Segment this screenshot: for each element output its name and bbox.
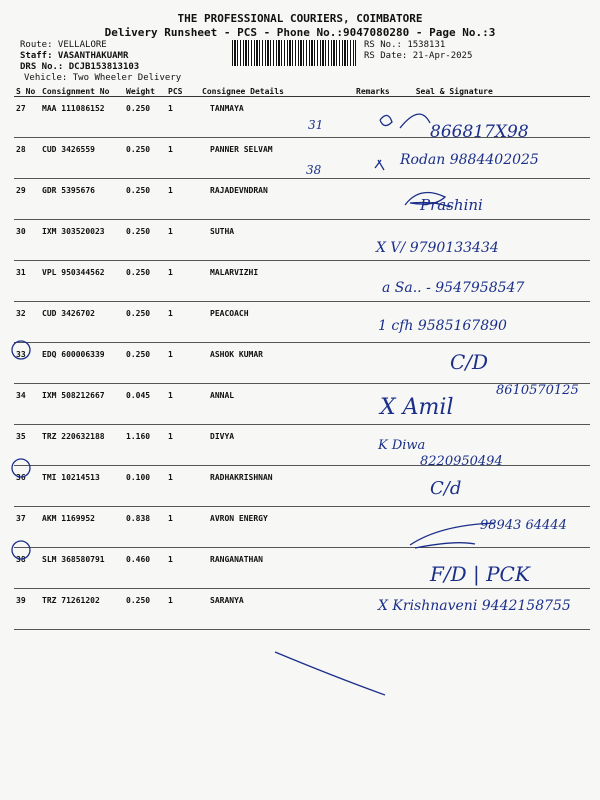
hw-sign-31: a Sa.. - 9547958547 bbox=[382, 280, 525, 296]
cell-pcs: 1 bbox=[168, 432, 173, 441]
route-label: Route: VELLALORE bbox=[20, 40, 107, 50]
cell-weight: 0.250 bbox=[126, 309, 151, 318]
col-consignee: Consignee Details bbox=[200, 86, 354, 97]
cell-weight: 0.250 bbox=[126, 227, 151, 236]
hw-phone-37: 98943 64444 bbox=[480, 518, 567, 533]
cell-consignment: IXM 508212667 bbox=[42, 391, 105, 400]
hw-cd-33: C/D bbox=[450, 350, 489, 374]
circle-mark-33 bbox=[12, 341, 30, 359]
company-title: THE PROFESSIONAL COURIERS, COIMBATORE bbox=[177, 12, 423, 25]
hw-sign-34: X Amil bbox=[380, 395, 454, 420]
cell-consignee: SARANYA bbox=[210, 596, 244, 605]
cell-sno: 39 bbox=[16, 596, 26, 605]
cell-sno: 32 bbox=[16, 309, 26, 318]
cell-weight: 0.250 bbox=[126, 145, 151, 154]
hw-sign-29: Prashini bbox=[420, 196, 483, 214]
cell-sno: 28 bbox=[16, 145, 26, 154]
tick-mark-28 bbox=[375, 160, 384, 170]
circle-mark-36 bbox=[12, 459, 30, 477]
cell-pcs: 1 bbox=[168, 514, 173, 523]
cell-consignment: SLM 368580791 bbox=[42, 555, 105, 564]
cell-sno: 38 bbox=[16, 555, 26, 564]
col-pcs: PCS bbox=[166, 86, 200, 97]
hw-note-38: 38 bbox=[306, 163, 322, 177]
cell-weight: 0.460 bbox=[126, 555, 151, 564]
hw-sign-28: Rodan 9884402025 bbox=[400, 152, 539, 168]
cell-consignment: MAA 111086152 bbox=[42, 104, 105, 113]
cell-consignee: ANNAL bbox=[210, 391, 235, 400]
cell-consignee: PEACOACH bbox=[210, 309, 249, 318]
col-weight: Weight bbox=[124, 86, 166, 97]
cell-consignee: RAJADEVNDRAN bbox=[210, 186, 268, 195]
cell-pcs: 1 bbox=[168, 309, 173, 318]
cell-sno: 35 bbox=[16, 432, 26, 441]
cell-consignee: ASHOK KUMAR bbox=[210, 350, 263, 359]
cell-pcs: 1 bbox=[168, 555, 173, 564]
cell-sno: 27 bbox=[16, 104, 26, 113]
rs-date-label: RS Date: 21-Apr-2025 bbox=[364, 51, 473, 61]
rs-no-label: RS No.: 1538131 bbox=[364, 40, 446, 50]
cell-consignee: DIVYA bbox=[210, 432, 235, 441]
cell-consignment: AKM 1169952 bbox=[42, 514, 95, 523]
cell-weight: 0.250 bbox=[126, 268, 151, 277]
cell-pcs: 1 bbox=[168, 104, 173, 113]
hw-note-31: 31 bbox=[308, 118, 324, 132]
cell-consignment: TRZ 220632188 bbox=[42, 432, 105, 441]
cell-weight: 0.100 bbox=[126, 473, 151, 482]
col-remarks: Remarks bbox=[356, 86, 390, 96]
hw-sign-32: 1 cfh 9585167890 bbox=[378, 318, 507, 334]
stray-line bbox=[275, 652, 385, 695]
cell-pcs: 1 bbox=[168, 473, 173, 482]
cell-consignment: CUD 3426702 bbox=[42, 309, 95, 318]
cell-consignee: RANGANATHAN bbox=[210, 555, 263, 564]
cell-consignee: PANNER SELVAM bbox=[210, 145, 273, 154]
cell-pcs: 1 bbox=[168, 268, 173, 277]
cell-pcs: 1 bbox=[168, 391, 173, 400]
cell-consignment: EDQ 600006339 bbox=[42, 350, 105, 359]
cell-weight: 0.250 bbox=[126, 104, 151, 113]
cell-consignment: GDR 5395676 bbox=[42, 186, 95, 195]
col-signature: Seal & Signature bbox=[392, 86, 590, 97]
cell-consignee: MALARVIZHI bbox=[210, 268, 259, 277]
hw-phone-35: 8220950494 bbox=[420, 454, 503, 469]
cell-pcs: 1 bbox=[168, 596, 173, 605]
cell-consignment: CUD 3426559 bbox=[42, 145, 95, 154]
cell-pcs: 1 bbox=[168, 145, 173, 154]
cell-pcs: 1 bbox=[168, 186, 173, 195]
cell-sno: 33 bbox=[16, 350, 26, 359]
cell-consignee: RADHAKRISHNAN bbox=[210, 473, 273, 482]
cell-consignee: TANMAYA bbox=[210, 104, 244, 113]
staff-label: Staff: VASANTHAKUAMR bbox=[20, 51, 129, 61]
cell-sno: 34 bbox=[16, 391, 26, 400]
hw-sign-30: X V/ 9790133434 bbox=[376, 240, 499, 256]
hw-fd-38: F/D | PCK bbox=[430, 562, 530, 586]
cell-consignment: IXM 303520023 bbox=[42, 227, 105, 236]
col-sno: S No bbox=[14, 86, 40, 97]
hw-phone-34: 8610570125 bbox=[496, 383, 579, 398]
cell-sno: 29 bbox=[16, 186, 26, 195]
cell-consignment: TRZ 71261202 bbox=[42, 596, 100, 605]
cell-weight: 0.045 bbox=[126, 391, 151, 400]
cell-pcs: 1 bbox=[168, 227, 173, 236]
hw-phone-27: 866817X98 bbox=[430, 122, 529, 142]
col-consignment: Consignment No bbox=[40, 86, 124, 97]
circle-mark-38 bbox=[12, 541, 30, 559]
vehicle-label: Vehicle: Two Wheeler Delivery bbox=[24, 73, 182, 83]
cell-consignment: VPL 950344562 bbox=[42, 268, 105, 277]
cell-weight: 1.160 bbox=[126, 432, 151, 441]
signature-stroke-27 bbox=[380, 114, 430, 128]
hw-sign-35: K Diwa bbox=[378, 438, 426, 453]
drs-label: DRS No.: DCJB153813103 bbox=[20, 62, 140, 72]
cell-weight: 0.838 bbox=[126, 514, 151, 523]
cell-consignee: SUTHA bbox=[210, 227, 235, 236]
cell-pcs: 1 bbox=[168, 350, 173, 359]
cell-consignment: TMI 10214513 bbox=[42, 473, 100, 482]
cell-sno: 37 bbox=[16, 514, 26, 523]
cell-sno: 30 bbox=[16, 227, 26, 236]
cell-weight: 0.250 bbox=[126, 596, 151, 605]
hw-cd-36: C/d bbox=[430, 478, 462, 499]
runsheet-subtitle: Delivery Runsheet - PCS - Phone No.:9047080280 - Page No.:3 bbox=[104, 26, 496, 39]
cell-sno: 31 bbox=[16, 268, 26, 277]
hw-sign-39: X Krishnaveni 9442158755 bbox=[378, 598, 571, 614]
cell-sno: 36 bbox=[16, 473, 26, 482]
cell-weight: 0.250 bbox=[126, 350, 151, 359]
cell-consignee: AVRON ENERGY bbox=[210, 514, 268, 523]
cell-weight: 0.250 bbox=[126, 186, 151, 195]
